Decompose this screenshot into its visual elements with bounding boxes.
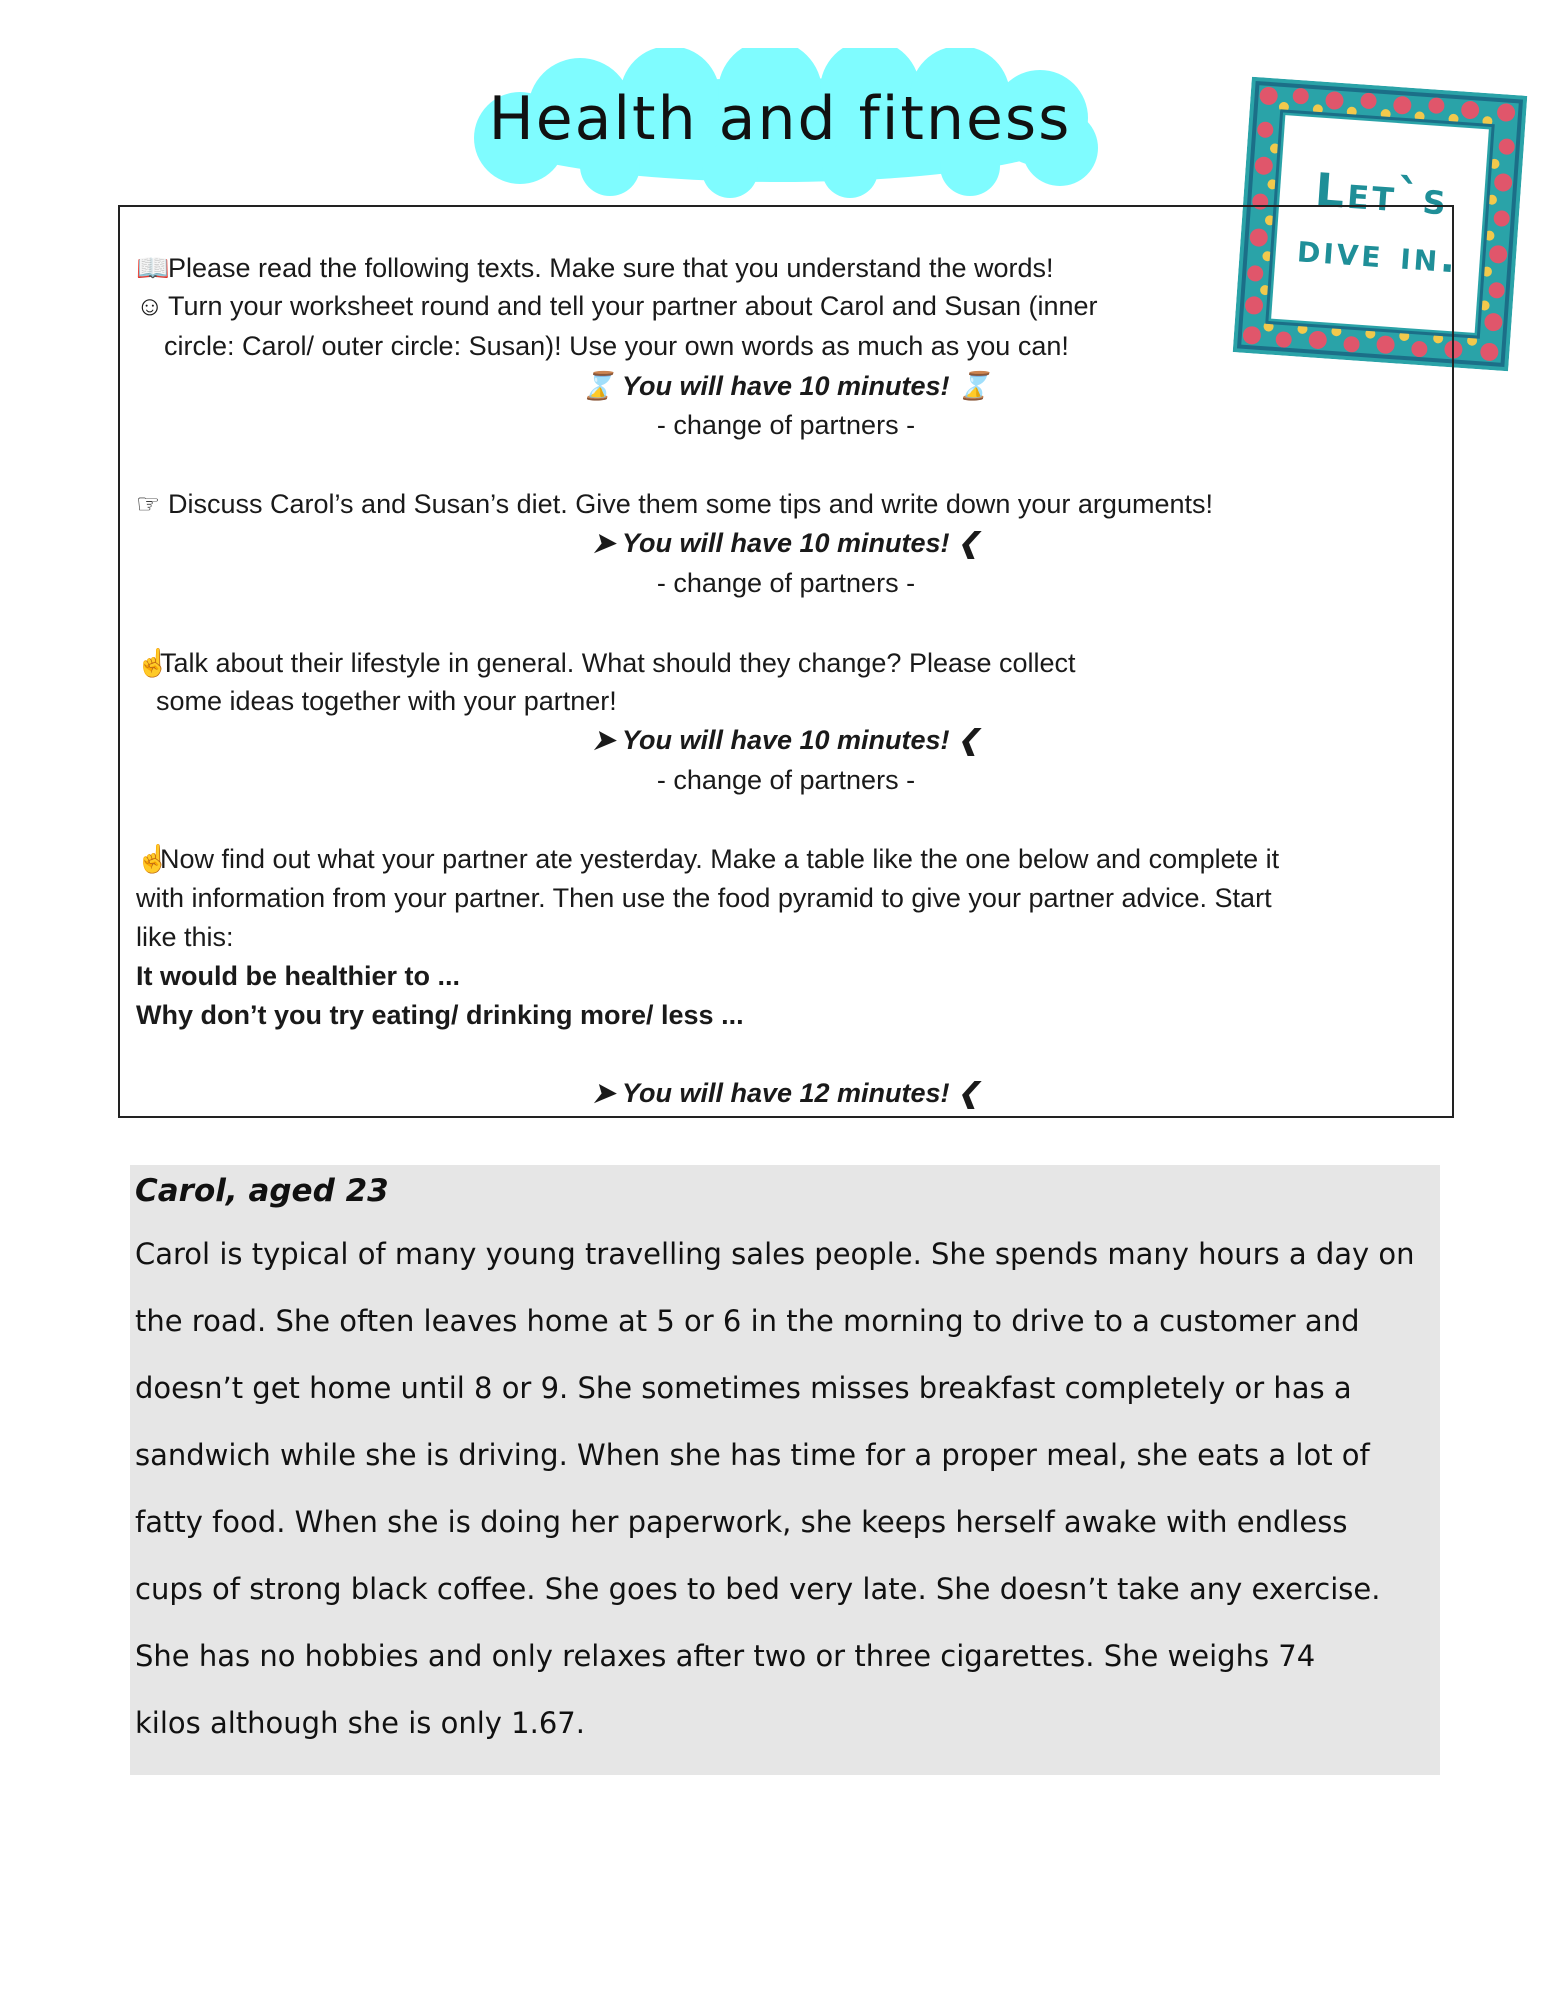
hourglass-icon: ⌛ bbox=[949, 371, 991, 401]
task-1-text: Please read the following texts. Make sure that you understand the words! bbox=[168, 253, 1054, 283]
task-4 bbox=[120, 647, 1468, 679]
task-5-text-1: Now find out what your partner ate yesterday. Make a table like the one below and complete it bbox=[160, 844, 1280, 874]
task-5-text-2: with information from your partner. Then use the food pyramid to give your partner advice. Start bbox=[136, 883, 1272, 913]
task-5-text-3: like this: bbox=[136, 922, 234, 952]
task-5 bbox=[120, 843, 1468, 875]
task-2-time bbox=[120, 370, 1452, 402]
task-1 bbox=[120, 252, 1468, 284]
task-2-change: - change of partners - bbox=[656, 410, 916, 440]
reading-line: fatty food. When she is doing her paperwork, she keeps herself awake with endless bbox=[135, 1505, 1348, 1539]
task-4-change: - change of partners - bbox=[656, 765, 916, 795]
reading-line: She has no hobbies and only relaxes after two or three cigarettes. She weighs 74 bbox=[135, 1639, 1316, 1673]
task-3-change: - change of partners - bbox=[656, 568, 916, 598]
instructions-box bbox=[118, 205, 1454, 1118]
task-4-time bbox=[120, 725, 1452, 756]
reading-line: kilos although she is only 1.67. bbox=[135, 1706, 585, 1740]
arrow-right-icon: ➤ bbox=[592, 528, 622, 558]
task-2 bbox=[120, 291, 1468, 322]
arrow-left-icon: ❮ bbox=[949, 1078, 980, 1108]
badge-line-2: dive in. bbox=[1295, 225, 1461, 283]
hourglass-icon: ⌛ bbox=[581, 371, 622, 401]
task-5-phrase-1: It would be healthier to ... bbox=[136, 961, 461, 991]
book-icon: 📖 bbox=[136, 253, 170, 283]
task-3-time-text: You will have 10 minutes! bbox=[621, 528, 950, 558]
reading-passage bbox=[130, 1165, 1440, 1775]
raised-finger-icon: ☝ bbox=[136, 844, 170, 874]
reading-line: cups of strong black coffee. She goes to bed very late. She doesn’t take any exercise. bbox=[135, 1572, 1381, 1606]
raised-finger-icon: ☝ bbox=[136, 648, 170, 678]
reading-line: Carol is typical of many young travelling sales people. She spends many hours a day on bbox=[135, 1237, 1415, 1271]
arrow-right-icon: ➤ bbox=[592, 725, 622, 755]
task-5-time bbox=[120, 1078, 1452, 1109]
task-5-phrase-2: Why don’t you try eating/ drinking more/ less ... bbox=[136, 1000, 744, 1030]
task-3-text: Discuss Carol’s and Susan’s diet. Give them some tips and write down your arguments! bbox=[168, 489, 1213, 519]
task-2-time-text: You will have 10 minutes! bbox=[621, 371, 950, 401]
task-3-time bbox=[120, 528, 1452, 559]
task-4-time-text: You will have 10 minutes! bbox=[621, 725, 950, 755]
page-title: Health and fitness bbox=[488, 84, 1072, 154]
arrow-right-icon: ➤ bbox=[592, 1078, 622, 1108]
task-3 bbox=[120, 489, 1468, 520]
reading-line: sandwich while she is driving. When she has time for a proper meal, she eats a lot of bbox=[135, 1438, 1370, 1472]
pointing-hand-icon: ☞ bbox=[136, 489, 161, 519]
reading-title: Carol, aged 23 bbox=[135, 1173, 389, 1209]
smiley-icon: ☺ bbox=[136, 291, 164, 321]
task-4-text-2: some ideas together with your partner! bbox=[156, 686, 617, 716]
task-2-text-2: circle: Carol/ outer circle: Susan)! Use your own words as much as you can! bbox=[164, 331, 1069, 361]
task-4-text-1: Talk about their lifestyle in general. What should they change? Please collect bbox=[160, 648, 1076, 678]
reading-line: doesn’t get home until 8 or 9. She sometimes misses breakfast completely or has a bbox=[135, 1371, 1352, 1405]
task-5-time-text: You will have 12 minutes! bbox=[621, 1078, 950, 1108]
task-2-text-1: Turn your worksheet round and tell your partner about Carol and Susan (inner bbox=[168, 291, 1098, 321]
arrow-left-icon: ❮ bbox=[949, 725, 980, 755]
reading-line: the road. She often leaves home at 5 or 6 in the morning to drive to a customer and bbox=[135, 1304, 1360, 1338]
badge-line-1: Let`s bbox=[1313, 162, 1451, 226]
arrow-left-icon: ❮ bbox=[949, 528, 980, 558]
title-banner bbox=[450, 48, 1110, 198]
